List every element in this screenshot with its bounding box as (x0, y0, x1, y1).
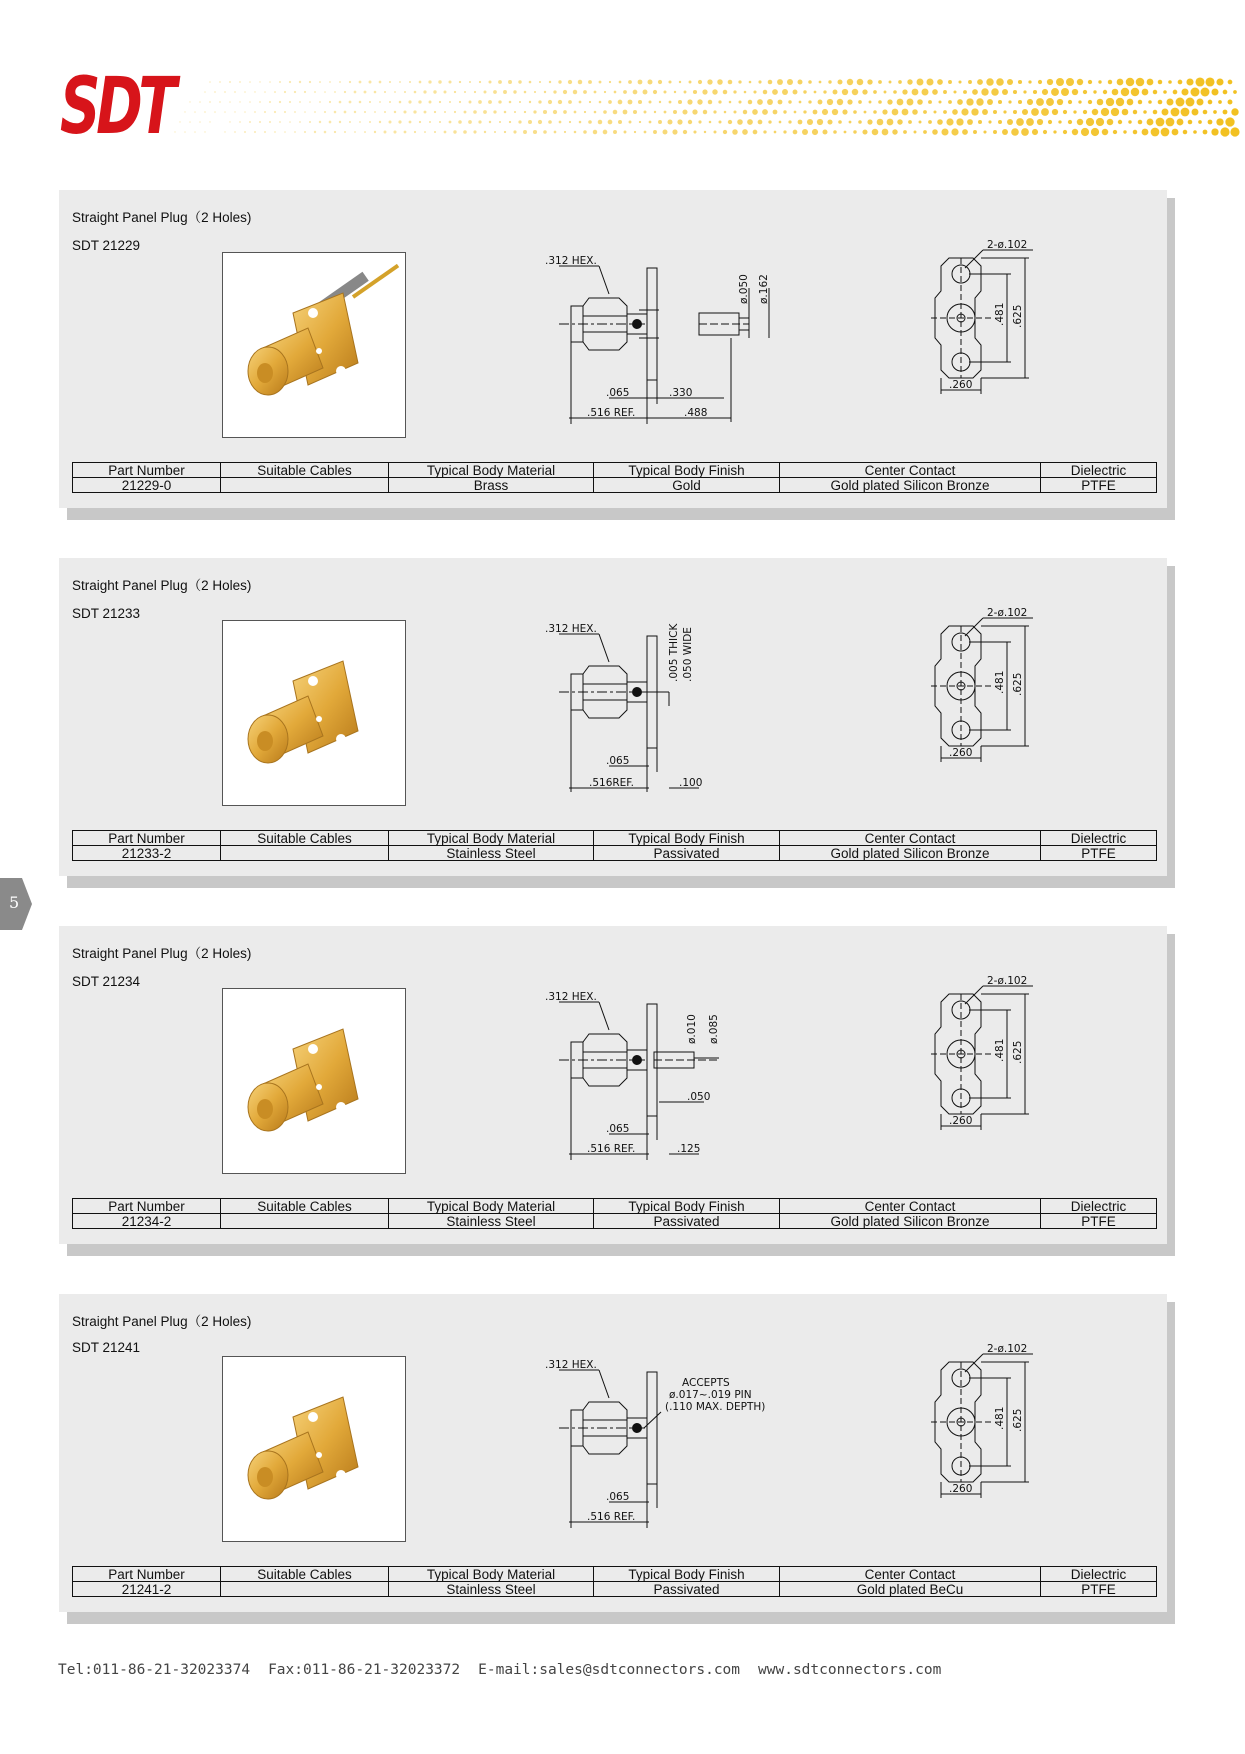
dim-text: .005 THICK (668, 623, 680, 682)
flange-drawing (929, 1343, 1039, 1500)
table-row (73, 478, 1157, 493)
table-cell: PTFE (1041, 478, 1157, 493)
spec-table (72, 1198, 1157, 1229)
flange-view-wrapper (929, 1343, 1039, 1505)
side-view-wrapper (519, 623, 799, 806)
table-cell: 21233-2 (73, 846, 221, 861)
dim-text: .330 (669, 387, 693, 399)
product-panel (59, 926, 1167, 1244)
table-cell (221, 1582, 389, 1597)
product-title: Straight Panel Plug（2 Holes) (72, 578, 252, 593)
dim-text: ø.050 (738, 274, 750, 304)
table-header-cell: Center Contact (780, 831, 1041, 846)
table-cell: Gold (594, 478, 780, 493)
table-cell: Stainless Steel (389, 1214, 594, 1229)
dim-text: .050 WIDE (682, 627, 694, 682)
table-cell: Gold plated Silicon Bronze (780, 1214, 1041, 1229)
table-cell: Gold plated Silicon Bronze (780, 846, 1041, 861)
table-header-cell: Center Contact (780, 1567, 1041, 1582)
height-label: .481 (994, 302, 1006, 326)
table-header-cell: Dielectric (1041, 831, 1157, 846)
dim-text: .516 REF. (587, 1143, 636, 1155)
table-row (73, 1214, 1157, 1229)
dim-text: ø.017~.019 PIN (669, 1389, 752, 1401)
height-label: .481 (994, 1406, 1006, 1430)
table-header-cell: Part Number (73, 1199, 221, 1214)
product-panel (59, 190, 1167, 508)
table-cell: PTFE (1041, 1214, 1157, 1229)
table-header-row (73, 463, 1157, 478)
table-cell: PTFE (1041, 846, 1157, 861)
dim-text: .100 (679, 777, 703, 789)
table-row (73, 1582, 1157, 1597)
table-cell: Passivated (594, 1214, 780, 1229)
table-header-cell: Typical Body Material (389, 831, 594, 846)
dim-text: ø.085 (708, 1014, 720, 1044)
height-label: .481 (994, 670, 1006, 694)
table-cell (221, 846, 389, 861)
table-cell (221, 478, 389, 493)
table-cell: Brass (389, 478, 594, 493)
product-title: Straight Panel Plug（2 Holes) (72, 1314, 252, 1329)
table-header-cell: Suitable Cables (221, 831, 389, 846)
table-cell: 21241-2 (73, 1582, 221, 1597)
dim-text: .125 (677, 1143, 701, 1155)
holes-label: 2-ø.102 (987, 1343, 1028, 1355)
height-label: .625 (1012, 672, 1024, 696)
spec-table (72, 462, 1157, 493)
table-header-cell: Typical Body Finish (594, 1199, 780, 1214)
product-title: Straight Panel Plug（2 Holes) (72, 210, 252, 225)
dim-text: ACCEPTS (682, 1377, 730, 1389)
table-cell: Stainless Steel (389, 1582, 594, 1597)
dim-text: .488 (684, 407, 708, 419)
table-header-cell: Center Contact (780, 1199, 1041, 1214)
page-number: 5 (9, 893, 20, 912)
dot-pattern-decoration (140, 78, 1240, 142)
table-header-cell: Dielectric (1041, 1567, 1157, 1582)
side-view-drawing (519, 1359, 799, 1537)
spec-table (72, 830, 1157, 861)
table-header-cell: Typical Body Material (389, 1567, 594, 1582)
table-cell: 21234-2 (73, 1214, 221, 1229)
side-view-wrapper (519, 1359, 799, 1542)
dim-text: .065 (606, 387, 630, 399)
table-header-cell: Typical Body Finish (594, 1567, 780, 1582)
width-label: .260 (949, 1115, 973, 1127)
table-header-cell: Part Number (73, 1567, 221, 1582)
hex-label: .312 HEX. (545, 623, 597, 635)
holes-label: 2-ø.102 (987, 239, 1028, 251)
product-code: SDT 21234 (72, 974, 141, 989)
table-header-row (73, 1199, 1157, 1214)
product-code: SDT 21233 (72, 606, 141, 621)
holes-label: 2-ø.102 (987, 975, 1028, 987)
table-cell: PTFE (1041, 1582, 1157, 1597)
table-row (73, 846, 1157, 861)
height-label: .625 (1012, 1408, 1024, 1432)
side-view-drawing (519, 991, 799, 1169)
table-cell: Gold plated Silicon Bronze (780, 478, 1041, 493)
dim-text: ø.162 (758, 274, 770, 304)
table-header-row (73, 831, 1157, 846)
table-header-row (73, 1567, 1157, 1582)
table-header-cell: Part Number (73, 463, 221, 478)
dim-text: .516 REF. (587, 407, 636, 419)
table-header-cell: Dielectric (1041, 1199, 1157, 1214)
table-header-cell: Typical Body Material (389, 1199, 594, 1214)
product-photo (222, 1356, 406, 1542)
width-label: .260 (949, 379, 973, 391)
height-label: .625 (1012, 304, 1024, 328)
table-header-cell: Part Number (73, 831, 221, 846)
footer-tel: Tel:011-86-21-32023374 (58, 1662, 251, 1678)
table-cell: 21229-0 (73, 478, 221, 493)
contact-footer (58, 1662, 959, 1678)
footer-email[interactable]: E-mail:sales@sdtconnectors.com (478, 1662, 741, 1678)
page-header (0, 0, 1245, 160)
flange-drawing (929, 975, 1039, 1132)
table-cell: Passivated (594, 846, 780, 861)
width-label: .260 (949, 1483, 973, 1495)
table-cell: Gold plated BeCu (780, 1582, 1041, 1597)
footer-website[interactable]: www.sdtconnectors.com (758, 1662, 942, 1678)
footer-fax: Fax:011-86-21-32023372 (268, 1662, 461, 1678)
product-panel (59, 1294, 1167, 1612)
flange-view-wrapper (929, 239, 1039, 401)
table-header-cell: Typical Body Material (389, 463, 594, 478)
width-label: .260 (949, 747, 973, 759)
table-header-cell: Typical Body Finish (594, 463, 780, 478)
product-title: Straight Panel Plug（2 Holes) (72, 946, 252, 961)
height-label: .481 (994, 1038, 1006, 1062)
flange-view-wrapper (929, 975, 1039, 1137)
flange-view-wrapper (929, 607, 1039, 769)
table-header-cell: Typical Body Finish (594, 831, 780, 846)
table-header-cell: Suitable Cables (221, 463, 389, 478)
table-header-cell: Dielectric (1041, 463, 1157, 478)
sdt-logo: SDT (60, 62, 173, 152)
spec-table (72, 1566, 1157, 1597)
side-view-wrapper (519, 991, 799, 1174)
hex-label: .312 HEX. (545, 1359, 597, 1371)
dim-text: .050 (687, 1091, 711, 1103)
side-view-wrapper (519, 255, 799, 438)
dim-text: .516REF. (589, 777, 634, 789)
height-label: .625 (1012, 1040, 1024, 1064)
product-photo (222, 988, 406, 1174)
dim-text: .065 (606, 1491, 630, 1503)
product-code: SDT 21229 (72, 238, 141, 253)
table-cell: Passivated (594, 1582, 780, 1597)
product-code: SDT 21241 (72, 1340, 141, 1355)
table-header-cell: Center Contact (780, 463, 1041, 478)
dim-text: (.110 MAX. DEPTH) (665, 1401, 766, 1413)
dim-text: ø.010 (686, 1014, 698, 1044)
table-cell (221, 1214, 389, 1229)
dim-text: .065 (606, 1123, 630, 1135)
product-photo (222, 252, 406, 438)
product-panel (59, 558, 1167, 876)
holes-label: 2-ø.102 (987, 607, 1028, 619)
table-header-cell: Suitable Cables (221, 1567, 389, 1582)
flange-drawing (929, 239, 1039, 396)
product-photo (222, 620, 406, 806)
flange-drawing (929, 607, 1039, 764)
side-view-drawing (519, 623, 799, 801)
side-view-drawing (519, 255, 799, 433)
table-header-cell: Suitable Cables (221, 1199, 389, 1214)
hex-label: .312 HEX. (545, 991, 597, 1003)
table-cell: Stainless Steel (389, 846, 594, 861)
dim-text: .516 REF. (587, 1511, 636, 1523)
hex-label: .312 HEX. (545, 255, 597, 267)
dim-text: .065 (606, 755, 630, 767)
